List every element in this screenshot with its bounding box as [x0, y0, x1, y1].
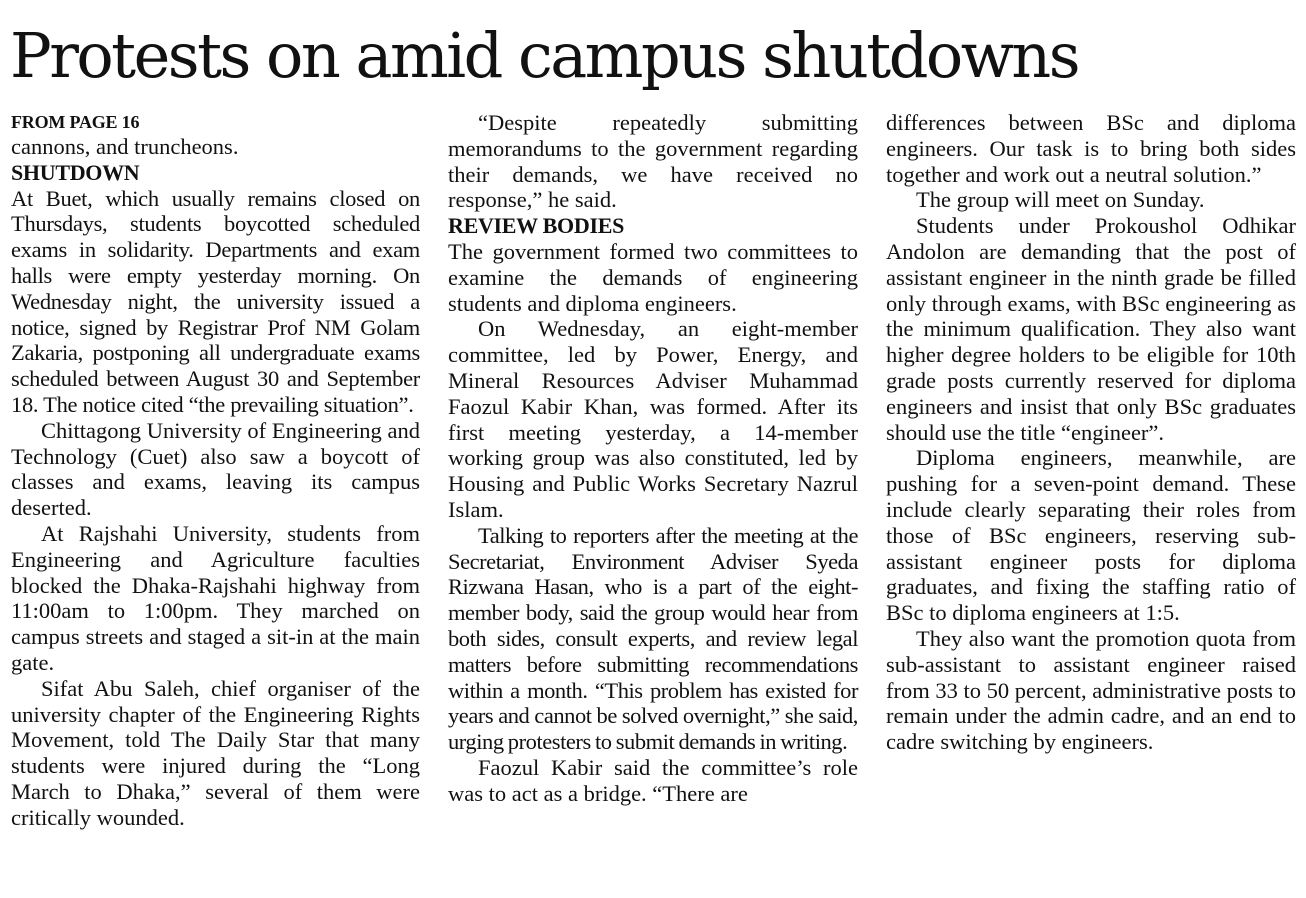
- paragraph-eight-member: On Wednesday, an eight-member committee, led by Power, Energy, and Mineral Resources Adviser Muhammad Faozul Kabir Khan, was formed. After its first meeting yesterday, a 14-member working group was also constituted, led by Housing and Public Works Secretary Nazrul Islam.: [448, 316, 858, 522]
- paragraph-quote-memorandums: “Despite repeatedly submitting memorandums to the government regarding their demands, we have received no response,” he said.: [448, 110, 858, 213]
- article-column-1: [11, 110, 420, 831]
- headline: Protests on amid campus shutdowns: [10, 19, 1079, 92]
- paragraph-prokoushol: Students under Prokoushol Odhikar Andolon are demanding that the post of assistant engineer in the ninth grade be filled only through exams, with BSc engineering as the minimum qualification. They also want higher degree holders to be eligible for 10th grade posts currently reserved for diploma engineers and insist that only BSc graduates should use the title “engineer”.: [886, 213, 1296, 445]
- paragraph-sifat: Sifat Abu Saleh, chief organiser of the university chapter of the Engineering Rights Movement, told The Daily Star that many students were injured during the “Long March to Dhaka,” several of them were critically wounded.: [11, 675, 420, 830]
- paragraph-cuet: Chittagong University of Engineering and Technology (Cuet) also saw a boycott of classes and exams, leaving its campus deserted.: [11, 417, 420, 521]
- article-column-2: [448, 110, 858, 807]
- article-column-3: [886, 110, 1296, 755]
- paragraph-faozul-part-b: differences between BSc and diploma engineers. Our task is to bring both sides together and work out a neutral solution.”: [886, 110, 1296, 187]
- paragraph-rajshahi: At Rajshahi University, students from Engineering and Agriculture faculties blocked the Dhaka-Rajshahi highway from 11:00am to 1:00pm. They marched on campus streets and staged a sit-in at the main gate.: [11, 520, 420, 675]
- paragraph-continuation: cannons, and truncheons.: [11, 134, 239, 159]
- paragraph-buet: At Buet, which usually remains closed on Thursdays, students boycotted scheduled exams in solidarity. Departments and exam halls were empty yesterday morning. On Wednesday night, the university issued a notice, signed by Registrar Prof NM Golam Zakaria, postponing all undergraduate exams scheduled between August 30 and September 18. The notice cited “the prevailing situation”.: [11, 185, 420, 417]
- subhead-shutdown: SHUTDOWN: [11, 159, 140, 185]
- paragraph-group-meet: The group will meet on Sunday.: [916, 187, 1205, 213]
- paragraph-diploma-demands: Diploma engineers, meanwhile, are pushing for a seven-point demand. These include clearly separating their roles from those of BSc engineers, reserving sub-assistant engineer posts for diploma graduates, and fixing the staffing ratio of BSc to diploma engineers at 1:5.: [886, 445, 1296, 626]
- dateline: FROM PAGE 16: [11, 112, 140, 132]
- paragraph-committees: The government formed two committees to examine the demands of engineering students and diploma engineers.: [448, 238, 858, 316]
- paragraph-faozul-part-a: Faozul Kabir said the committee’s role was to act as a bridge. “There are: [448, 754, 858, 806]
- paragraph-promotion-quota: They also want the promotion quota from sub-assistant to assistant engineer raised from 33 to 50 percent, administrative posts to remain under the admin cadre, and an end to cadre switching by engineers.: [886, 625, 1296, 755]
- subhead-review-bodies: REVIEW BODIES: [448, 213, 625, 239]
- paragraph-rizwana: Talking to reporters after the meeting at the Secretariat, Environment Adviser Syeda Rizwana Hasan, who is a part of the eight-member body, said the group would hear from both sides, consult experts, and review legal matters before submitting recommendations within a month. “This problem has existed for years and cannot be solved overnight,” she said, urging protesters to submit demands in writing.: [448, 522, 858, 755]
